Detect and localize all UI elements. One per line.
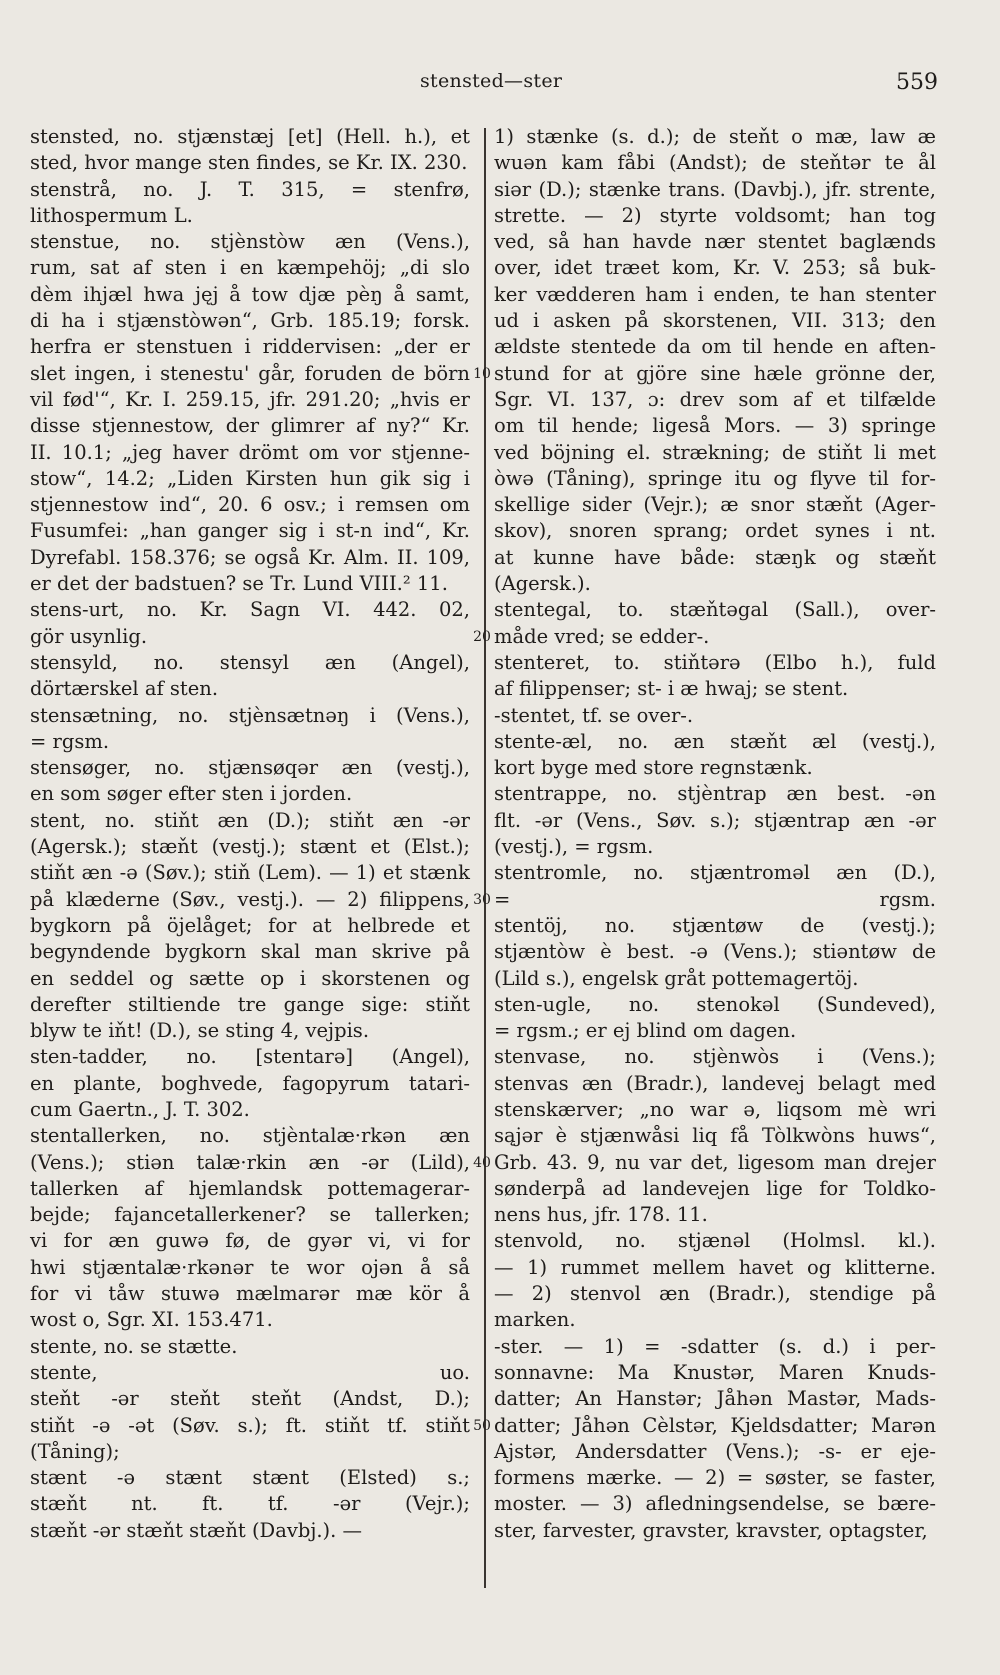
text-line: sonnavne: Ma Knustər, Maren Knuds-: [494, 1360, 936, 1384]
text-line: stund for at gjöre sine hæle grönne der,: [494, 361, 936, 385]
text-line: stensøger, no. stjænsøqər æn (vestj.),: [30, 756, 470, 780]
text-line: Grb. 43. 9, nu var det, ligesom man drejer: [494, 1150, 936, 1174]
text-line: over, idet træet kom, Kr. V. 253; så buk-: [494, 256, 936, 280]
text-line: stenvas æn (Bradr.), landevej belagt med: [494, 1071, 936, 1095]
text-line: (Vens.); stiən talæ·rkin æn -ər (Lild),: [30, 1150, 470, 1174]
text-line: stenskærver; „no war ə, liqsom mè wri: [494, 1097, 936, 1121]
text-line: skov), snoren sprang; ordet synes i nt.: [494, 519, 936, 543]
text-line: stæňt nt. ft. tf. -ər (Vejr.);: [30, 1492, 470, 1516]
text-line: stiňt -ə -ət (Søv. s.); ft. stiňt tf. stiňt: [30, 1413, 470, 1437]
text-line: stensted, no. stjænstæj [et] (Hell. h.), et: [30, 125, 470, 148]
text-line: dörtærskel af sten.: [30, 677, 219, 701]
text-line: er det der badstuen? se Tr. Lund VIII.² 11.: [30, 572, 448, 596]
text-line: en som søger efter sten i jorden.: [30, 782, 353, 806]
text-line: stentromle, no. stjæntroməl æn (D.),: [494, 861, 936, 885]
text-line: sted, hvor mange sten findes, se Kr. IX. 230.: [30, 151, 468, 175]
text-line: slet ingen, i stenestu' går, foruden de börn: [30, 361, 470, 385]
text-line: stjennestow ind“, 20. 6 osv.; i remsen om: [30, 493, 470, 517]
text-line: moster. — 3) afledningsendelse, se bære-: [494, 1492, 936, 1516]
text-line: steňt -ər steňt steňt (Andst, D.);: [30, 1387, 470, 1411]
line-number: 20: [473, 628, 491, 645]
text-line: stenvold, no. stjænəl (Holmsl. kl.).: [494, 1229, 936, 1253]
text-line: siər (D.); stænke trans. (Davbj.), jfr. strente,: [494, 177, 936, 201]
text-line: bejde; fajancetallerkener? se tallerken;: [30, 1203, 470, 1227]
line-number: 30: [473, 891, 491, 908]
text-line: stentrappe, no. stjèntrap æn best. -ən: [494, 782, 936, 806]
text-line: en seddel og sætte op i skorstenen og: [30, 966, 470, 990]
column-divider: [484, 128, 486, 1588]
text-line: -ster. — 1) = -sdatter (s. d.) i per-: [494, 1334, 936, 1358]
text-line: wost o, Sgr. XI. 153.471.: [30, 1308, 273, 1332]
text-line: begyndende bygkorn skal man skrive på: [30, 940, 470, 964]
text-line: lithospermum L.: [30, 203, 193, 227]
text-line: dèm ihjæl hwa jęj å tow djæ pèŋ å samt,: [30, 282, 470, 306]
text-line: -stentet, tf. se over-.: [494, 703, 694, 727]
text-line: cum Gaertn., J. T. 302.: [30, 1097, 250, 1121]
text-line: Dyrefabl. 158.376; se også Kr. Alm. II. 109,: [30, 545, 470, 569]
text-line: ældste stentede da om til hende en aften-: [494, 335, 936, 359]
text-line: stenstue, no. stjènstòw æn (Vens.),: [30, 230, 470, 254]
text-line: gör usynlig.: [30, 624, 148, 648]
text-line: stænt -ə stænt stænt (Elsted) s.;: [30, 1466, 470, 1490]
text-line: rum, sat af sten i en kæmpehöj; „di slo: [30, 256, 470, 280]
text-line: sten-ugle, no. stenokəl (Sundeved),: [494, 992, 936, 1016]
text-line: stentallerken, no. stjèntalæ·rkən æn: [30, 1124, 470, 1148]
text-line: disse stjennestow, der glimrer af ny?“ Kr.: [30, 414, 470, 438]
text-line: tallerken af hjemlandsk pottemagerar-: [30, 1176, 470, 1200]
text-line: en plante, boghvede, fagopyrum tatari-: [30, 1071, 470, 1095]
text-line: at kunne have både: stæŋk og stæňt: [494, 545, 936, 569]
text-line: derefter stiltiende tre gange sige: stiňt: [30, 992, 470, 1016]
text-line: måde vred; se edder-.: [494, 624, 710, 648]
text-line: stens-urt, no. Kr. Sagn VI. 442. 02,: [30, 598, 470, 622]
text-line: di ha i stjænstòwən“, Grb. 185.19; forsk.: [30, 309, 470, 333]
text-line: ster, farvester, gravster, kravster, optagster,: [494, 1518, 928, 1542]
text-line: vi for æn guwə fø, de gyər vi, vi for: [30, 1229, 470, 1253]
text-line: (vestj.), = rgsm.: [494, 835, 654, 859]
page-number: 559: [896, 70, 938, 95]
left-column: [30, 124, 470, 1544]
text-line: sąjər è stjænwåsi liq få Tòlkwòns huws“,: [494, 1124, 936, 1148]
text-line: bygkorn på öjelåget; for at helbrede et: [30, 913, 470, 937]
text-line: ker vædderen ham i enden, te han stenter: [494, 282, 936, 306]
text-line: Sgr. VI. 137, ɔ: drev som af et tilfælde: [494, 387, 936, 411]
text-line: på klæderne (Søv., vestj.). — 2) filippens,: [30, 887, 470, 911]
text-line: = rgsm.: [30, 729, 110, 753]
text-line: sten-tadder, no. [stentarə] (Angel),: [30, 1045, 470, 1069]
text-line: vil fød'“, Kr. I. 259.15, jfr. 291.20; „hvis er: [30, 387, 470, 411]
text-line: stjæntòw è best. -ə (Vens.); stiəntøw de: [494, 940, 936, 964]
running-head: stensted—ster: [420, 70, 563, 92]
text-line: datter; Jåhən Cèlstər, Kjeldsdatter; Marən: [494, 1413, 936, 1437]
text-line: formens mærke. — 2) = søster, se faster,: [494, 1466, 936, 1490]
text-line: marken.: [494, 1308, 576, 1332]
text-line: stente, uo.: [30, 1360, 470, 1384]
text-line: (Lild s.), engelsk gråt pottemagertöj.: [494, 966, 859, 990]
text-line: strette. — 2) styrte voldsomt; han tog: [494, 203, 936, 227]
text-line: Fusumfei: „han ganger sig i st-n ind“, Kr.: [30, 519, 470, 543]
text-line: stow“, 14.2; „Liden Kirsten hun gik sig i: [30, 466, 470, 490]
text-line: stiňt æn -ə (Søv.); stiň (Lem). — 1) et stænk: [30, 861, 470, 885]
text-line: stenteret, to. stiňtərə (Elbo h.), fuld: [494, 650, 936, 674]
page-header: [0, 64, 1000, 104]
text-line: skellige sider (Vejr.); æ snor stæňt (Ager-: [494, 493, 936, 517]
text-line: stentegal, to. stæňtəgal (Sall.), over-: [494, 598, 936, 622]
text-line: nens hus, jfr. 178. 11.: [494, 1203, 708, 1227]
text-line: wuən kam fåbi (Andst); de steňtər te ål: [494, 151, 936, 175]
text-line: = rgsm.; er ej blind om dagen.: [494, 1019, 797, 1043]
text-line: sønderpå ad landevejen lige for Toldko-: [494, 1176, 936, 1200]
text-line: 1) stænke (s. d.); de steňt o mæ, law æ: [494, 125, 936, 148]
text-line: ud i asken på skorstenen, VII. 313; den: [494, 309, 936, 333]
text-line: (Agersk.).: [494, 572, 591, 596]
text-line: kort byge med store regnstænk.: [494, 756, 813, 780]
text-line: — 1) rummet mellem havet og klitterne.: [494, 1255, 936, 1279]
text-line: òwə (Tåning), springe itu og flyve til for-: [494, 466, 936, 490]
text-line: om til hende; ligeså Mors. — 3) springe: [494, 414, 936, 438]
text-line: — 2) stenvol æn (Bradr.), stendige på: [494, 1282, 936, 1306]
line-number: 40: [473, 1154, 491, 1171]
text-line: hwi stjæntalæ·rkənər te wor ojən å så: [30, 1255, 470, 1279]
text-line: (Tåning);: [30, 1439, 120, 1463]
text-line: ved, så han havde nær stentet baglænds: [494, 230, 936, 254]
text-line: ved böjning el. strækning; de stiňt li met: [494, 440, 936, 464]
right-column: [494, 124, 936, 1544]
text-line: blyw te iňt! (D.), se sting 4, vejpis.: [30, 1019, 370, 1043]
text-line: af filippenser; st- i æ hwaj; se stent.: [494, 677, 849, 701]
line-number: 10: [473, 365, 491, 382]
text-line: (Agersk.); stæňt (vestj.); stænt et (Elst.);: [30, 835, 470, 859]
text-line: II. 10.1; „jeg haver drömt om vor stjenne-: [30, 440, 470, 464]
text-line: stæňt -ər stæňt stæňt (Davbj.). —: [30, 1518, 363, 1542]
text-line: = rgsm.: [494, 887, 936, 911]
text-line: stenvase, no. stjènwòs i (Vens.);: [494, 1045, 936, 1069]
text-line: stente, no. se stætte.: [30, 1334, 238, 1358]
text-line: flt. -ər (Vens., Søv. s.); stjæntrap æn -ər: [494, 808, 936, 832]
text-line: datter; An Hanstər; Jåhən Mastər, Mads-: [494, 1387, 936, 1411]
text-line: stentöj, no. stjæntøw de (vestj.);: [494, 913, 936, 937]
text-line: stenstrå, no. J. T. 315, = stenfrø,: [30, 177, 470, 201]
text-line: stensyld, no. stensyl æn (Angel),: [30, 650, 470, 674]
text-line: herfra er stenstuen i riddervisen: „der er: [30, 335, 470, 359]
text-line: for vi tåw stuwə mælmarər mæ kör å: [30, 1282, 470, 1306]
line-number: 50: [473, 1417, 491, 1434]
text-line: Ajstər, Andersdatter (Vens.); -s- er eje-: [494, 1439, 936, 1463]
text-line: stente-æl, no. æn stæňt æl (vestj.),: [494, 729, 936, 753]
text-line: stensætning, no. stjènsætnəŋ i (Vens.),: [30, 703, 470, 727]
text-line: stent, no. stiňt æn (D.); stiňt æn -ər: [30, 808, 470, 832]
